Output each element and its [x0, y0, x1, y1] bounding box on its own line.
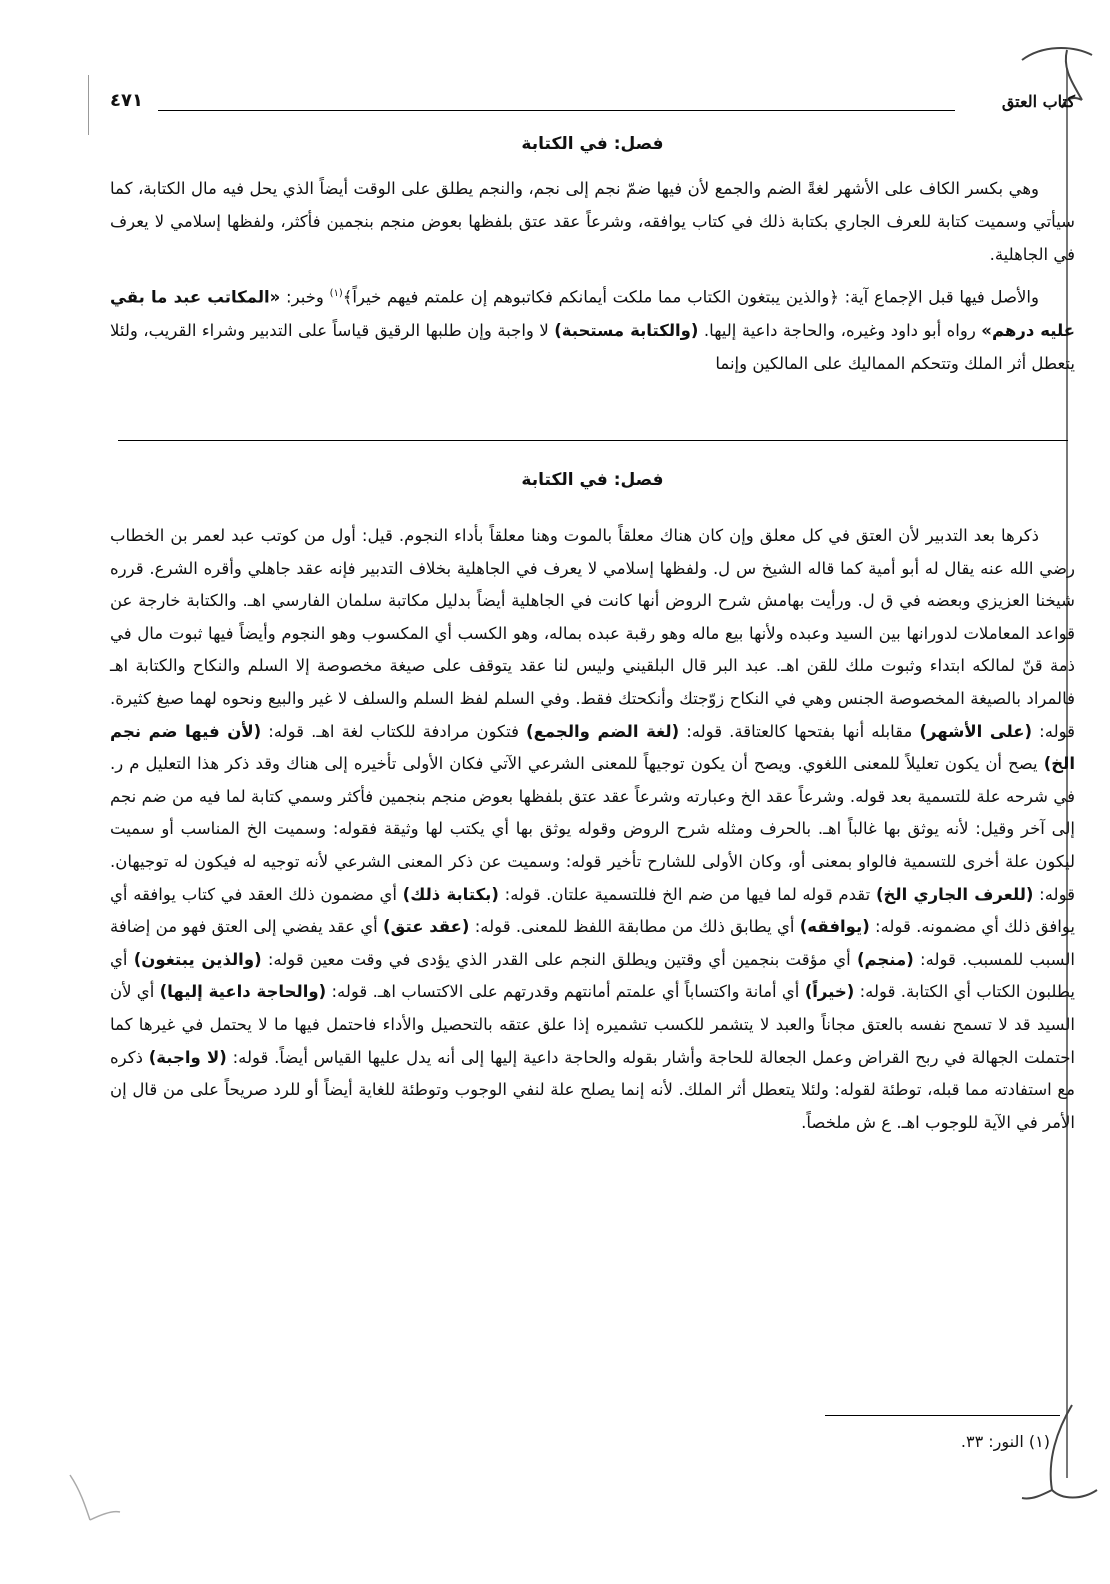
text-run: يصح أن يكون تعليلاً للمعنى اللغوي. ويصح أن يكون توجيهاً للمعنى الشرعي الآتي فكان الأولى تأخيره إلى هناك وقد ذكر هذا التعليل م ر. في شرحه علة للتسمية بعد قوله. وشرعاً عقد الخ وعبارته وشرعاً عقد عتق بلفظها بعوض منجم بنجمين فأكثر وسمي كتابة لما فيه من ضم نجم إلى آخر وقيل: لأنه يوثق بها غالباً اهـ. بالحرف ومثله شرح الروض وقوله يوثق بها أي يكتب لها وثيقة فقوله: وسميت الخ المناسب أو سميت ليكون علة أخرى للتسمية فالواو بمعنى أو، وكان الأولى للشارح تأخير قوله: وسميت عن ذكر المعنى الشرعي لأنه توجيه له فيكون له توجيهان. قوله: [110, 754, 1075, 904]
commentary-paragraph [110, 520, 1075, 1139]
footnote-ref[interactable]: (١) [329, 288, 343, 299]
bold-phrase: (والذين يبتغون) [133, 949, 262, 969]
text-run: فتكون مرادفة للكتاب لغة اهـ. قوله: [261, 721, 527, 741]
page-border-line-left [88, 75, 89, 135]
page-number: ٤٧١ [110, 90, 143, 111]
running-header [110, 88, 1075, 126]
bold-phrase: (على الأشهر) [919, 721, 1033, 741]
bold-phrase: (والحاجة داعية إليها) [159, 982, 327, 1002]
header-rule [158, 110, 955, 111]
text-run: ذكره مع استفادته مما قبله، توطئة لقوله: ولئلا يتعطل أثر الملك. لأنه إنما يصلح علة لنفي الوجوب وتوطئة للغاية أيضاً أو للرد صريحاً على من قال إن الأمر في الآية للوجوب اهـ. ع ش ملخصاً. [110, 1047, 1075, 1132]
footnote-rule [825, 1415, 1060, 1416]
bold-phrase: (يوافقه) [799, 917, 870, 937]
section-title-main: فصل: في الكتابة [521, 134, 664, 154]
bold-phrase: (لغة الضم والجمع) [526, 721, 680, 741]
text-run: لا واجبة وإن طلبها الرقيق قياساً على التدبير وشراء القريب، ولئلا يتعطل أثر الملك وتتحكم المماليك على المالكين وإنما [110, 320, 1075, 373]
text-run: وخبر: [280, 287, 330, 307]
section-separator [118, 440, 1068, 441]
text-run: أي عقد يفضي إلى العتق فهو من إضافة السبب للمسبب. قوله: [110, 917, 1076, 969]
text-run: رواه أبو داود وغيره، والحاجة داعية إليها. [698, 320, 982, 340]
bold-phrase: (بكتابة ذلك) [402, 884, 499, 904]
main-text [110, 172, 1075, 380]
text-run: أي مضمون ذلك العقد في كتاب يوافقه أي يوافق ذلك أي مضمونه. قوله: [110, 884, 1076, 937]
text-run: أي يطابق ذلك من مطابقة اللفظ للمعنى. قوله: [469, 917, 800, 937]
bold-phrase: (والكتابة مستحبة) [554, 320, 699, 340]
header-title: كتاب العتق [1001, 92, 1075, 111]
text-run: ذكرها بعد التدبير لأن العتق في كل معلق وإن كان هناك معلقاً بالموت وهنا معلقاً بأداء النجوم. قيل: أول من كوتب عبد لعمر بن الخطاب رضي الله عنه يقال له أبو أمية كما قاله الشيخ س ل. ولفظها إسلامي لا يعرف في الجاهلية بخلاف التدبير فإنه عقد جاهلي وأقره الشرع. قرره شيخنا العزيزي وبعضه في ق ل. ورأيت بهامش شرح الروض أنها كانت في الجاهلية أيضاً بدليل مكاتبة سلمان الفارسي اهـ. والكتابة خارجة عن قواعد المعاملات لدورانها بين السيد وعبده ولأنها بيع ماله وهو رقبة عبده بماله، وهو الكسب أي المكسوب وهو النجوم وأيضاً فيها ثبوت مال في ذمة قنّ لمالكه ابتداء وثبوت ملك للقن اهـ. عبد البر قال البلقيني وليس لنا عقد يتوقف على صيغة مخصوصة إلا السلم والنكاح والكتابة اهـ فالمراد بالصيغة المخصوصة الجنس وهي في النكاح زوّجتك وأنكحتك فقط. وفي السلم لفظ السلم والسلف لا غير والبيع ونحوه لهما صيغ كثيرة. قوله: [110, 526, 1076, 741]
footnote: (١) النور: ٣٣. [960, 1432, 1050, 1451]
bold-phrase: (عقد عتق) [383, 917, 470, 937]
quran-verse: والأصل فيها قبل الإجماع آية: ﴿والذين يبتغون الكتاب مما ملكت أيمانكم فكاتبوهم إن علمتم فيهم خيراً﴾ [342, 287, 1039, 307]
section-title-commentary: فصل: في الكتابة [521, 470, 664, 490]
main-paragraph-2 [110, 277, 1075, 380]
bold-phrase: (لا واجبة) [148, 1047, 227, 1067]
bold-phrase: (منجم) [856, 949, 914, 969]
bold-phrase: (لأن فيها ضم نجم الخ) [110, 721, 1075, 774]
text-run: أي أمانة واكتساباً أي علمتم أمانتهم وقدرتهم على الاكتساب اهـ. قوله: [326, 982, 805, 1002]
commentary-text [110, 520, 1075, 1139]
bold-phrase: (خيراً) [804, 982, 855, 1002]
bold-phrase: (للعرف الجاري الخ) [875, 884, 1034, 904]
corner-ornament-icon [1012, 1400, 1102, 1510]
corner-ornament-icon [60, 1470, 130, 1530]
main-paragraph-1: وهي بكسر الكاف على الأشهر لغةً الضم والجمع لأن فيها ضمّ نجم إلى نجم، والنجم يطلق على الوقت أيضاً الذي يحل فيه مال الكتابة، كما سيأتي وسميت كتابة للعرف الجاري بكتابة ذلك في كتاب يوافقه، وشرعاً عقد عتق بلفظها بعوض منجم بنجمين فأكثر، ولفظها إسلامي لا يعرف في الجاهلية. [110, 179, 1075, 264]
hadith-quote: «المكاتب عبد ما بقي عليه درهم» [110, 287, 1075, 340]
text-run: أي يطلبون الكتاب أي الكتابة. قوله: [110, 949, 1075, 1002]
text-run: أي لأن السيد قد لا تسمح نفسه بالعتق مجاناً والعبد لا يتشمر للكسب تشميره إذا علق عتقه بالتحصيل والأداء فاحتمل فيها ما لا يحتمل في غيرها كما احتملت الجهالة في ربح القراض وعمل الجعالة للحاجة وأشار بقوله والحاجة داعية إليها إلى أنه يدل عليها القياس أيضاً. قوله: [110, 982, 1075, 1067]
text-run: مقابله أنها بفتحها كالعتاقة. قوله: [679, 721, 920, 741]
text-run: أي مؤقت بنجمين أي وقتين ويطلق النجم على القدر الذي يؤدى في وقت معين قوله: [261, 949, 857, 969]
text-run: تقدم قوله لما فيها من ضم الخ فللتسمية علتان. قوله: [498, 884, 876, 904]
